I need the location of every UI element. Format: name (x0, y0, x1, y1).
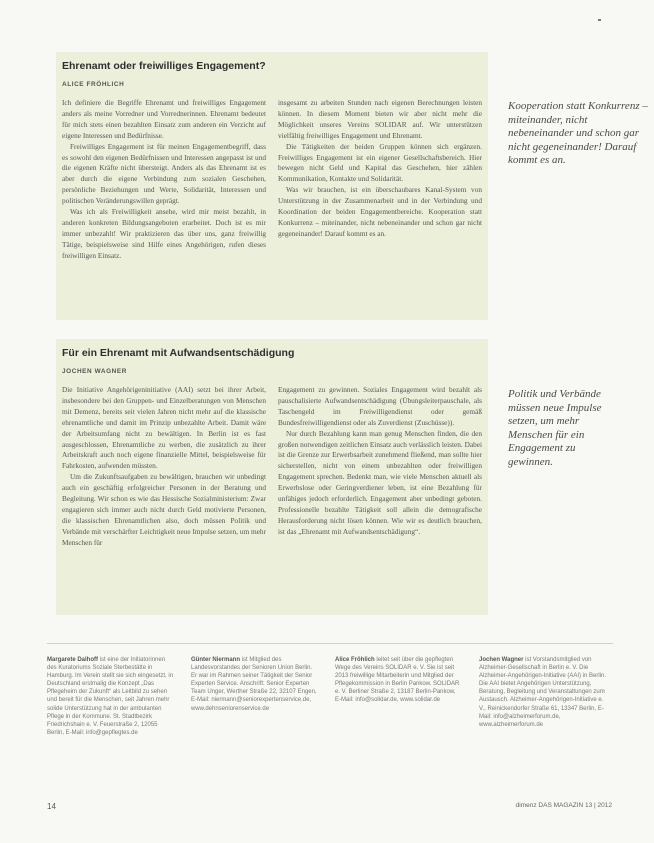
bio-name: Günter Niermann (191, 657, 241, 663)
article-column-left (62, 98, 266, 318)
bio-text: ist eine der Initiatorinnen des Kuratoriums Soziale Sterbestätte in Hamburg. Im Verein stellt sie sich eingesetzt, in Deutschland erstmalig die Konzept „Das Pflegeheim der Zukunft“ als Leitbild zu sehen und bereit für die Menschen, seit Jahren mehr solide Unterstützung hat in der ambulanten Pflege in der Kommune. St. Stadtbezirk Friedrichshain e. V. Feuerstraße 2, 12055 Berlin, E-Mail: info@gepflegtes.de (47, 657, 174, 736)
article-box-ehrenamt (56, 52, 488, 320)
bio-text: ist Vorstandsmitglied von Alzheimer-Gesellschaft in Berlin e. V. Die Alzheimer-Angehörigen-Initiative (AAI) in Berlin. Die AAI bietet Angehörigen Unterstützung, Beratung, Begleitung und Veranstaltungen zum Austausch. Alzheimer-Angehörigen-Initiative e. V., Reinickendorfer Straße 61, 13347 Berlin, E-Mail: info@alzheimerforum.de, www.alzheimerforum.de (479, 657, 607, 728)
bio-text: leitet seit über die gepflegten Wege des Vereins SOLIDAR e. V. Sie ist seit 2013 freiwillige Mitarbeiterin und Mitglied der Pflegekommission in Berlin Pankow. SOLIDAR e. V. Berliner Straße 2, 13187 Berlin-Pankow, E-Mail: info@solidar.de, www.solidar.de (335, 657, 460, 704)
article-column-right (278, 385, 482, 610)
article-column-right (278, 98, 482, 318)
bio-name: Jochen Wagner (479, 657, 524, 663)
bio-name: Margarete Dalhoff (47, 657, 99, 663)
bio-name: Alice Fröhlich (335, 657, 375, 663)
bio-text: ist Mitglied des Landesvorstandes der Senioren Union Berlin. Er war im Rahmen seiner Tätigkeit der Senior Experten Service. Anschrift: Senior Experten Team Unger, Werther Straße 22, 32107 Engen, E-Mail: niermann@seniorexpertenservice.de, www.dehnseniorenservice.de (191, 657, 317, 712)
author-bio (191, 656, 319, 737)
paragraph: Die Tätigkeiten der beiden Gruppen können sich ergänzen. Freiwilliges Engagement ist ein eigener Gesellschaftsbereich. Hier bewegen nicht Geld und Kapital das Geschehen, hier zählen Kommunikation, Kontakte und Solidarität. (278, 141, 482, 184)
paragraph: Nur durch Bezahlung kann man genug Menschen finden, die den großen notwendigen zeitlichen Einsatz auch verlässlich leisten. Dabei ist die Grenze zur Erwerbsarbeit zunehmend fließend, man sollte hier sicherstellen, nicht von einem unbezahlten oder freiwilligen Engagement sprechen. Bedenkt man, wie viele Menschen aktuell als Erwerbslose oder Geringverdiener leben, ist eine Bezahlung für unfähiges jedoch erforderlich. Engagement aber unbedingt geboten. Professionelle bezahlte Tätigkeit soll allein die demografische Herausforderung nicht lösen können. Wie wir es deutlich brauchen, ist das „Ehrenamt mit Aufwandsentschädigung“. (278, 428, 482, 536)
article-box-aufwandsentschaedigung (56, 339, 488, 615)
pull-quote: Politik und Verbände müssen neue Impulse setzen, um mehr Menschen für ein Engagement zu gewinnen. (508, 388, 602, 468)
pull-quote: Kooperation statt Konkurrenz – miteinander, nicht nebeneinander und schon gar nicht gegeneinander! Darauf kommt es an. (508, 100, 648, 167)
page-mark (598, 19, 601, 21)
paragraph: Was wir brauchen, ist ein überschaubares Kanal-System von Unterstützung in der Zusammenarbeit und in der Verbindung und Koordination der beiden Engagementbereiche. Kooperation statt Konkurrenz – miteinander, nicht nebeneinander und schon gar nicht gegeneinander! Darauf kommt es an. (278, 185, 482, 238)
author-bio (335, 656, 463, 737)
author-bio (479, 656, 607, 737)
paragraph: Was ich als Freiwilligkeit ansehe, wird mir meist bezahlt, in anderen konkreten Bildungsangeboten erarbeitet. Doch ist es mir immer unbezahlt! Wir praktizieren das über uns, ganz freiwillig Tätige, beispielsweise sind Hilfe eines Angehörigen, rufen dieses freiwilligen Einsatz. (62, 207, 266, 260)
article-title: Ehrenamt oder freiwilliges Engagement? (62, 60, 266, 72)
magazine-footer: dimenz DAS MAGAZIN 13 | 2012 (515, 802, 612, 809)
article-author: JOCHEN WAGNER (62, 368, 127, 375)
paragraph: Die Initiative Angehörigeninitiative (AAI) setzt bei ihrer Arbeit, insbesondere bei den Gruppen- und Einzelberatungen von Menschen mit Demenz, bereits seit vielen Jahren nicht mehr auf die klassische ehrenamtliche und damit im Prinzip unbezahlte Arbeit. Damit wäre der Arbeitsumfang nicht zu bewältigen. In Berlin ist es fast ausgeschlossen, Ehrenamtliche zu werben, die zusätzlich zu ihrer Arbeitskraft auch noch eigene finanzielle Mittel, beispielsweise für Fahrkosten, aufwenden müssten. (62, 385, 266, 471)
article-author: ALICE FRÖHLICH (62, 81, 125, 88)
paragraph: Um die Zukunftsaufgaben zu bewältigen, brauchen wir unbedingt auch ein geschäftig erfolgreicher Personen in der Beratung und Begleitung. Wir schon es wie das Hessische Sozialministerium: Zwar engagieren sich immer auch nicht durch Geld motivierte Personen, die klassischen Ehrenamtlichen also, doch müssen Politik und Verbände mit verschärfter Leichtigkeit neue Impulse setzen, um mehr Menschen für (62, 472, 266, 547)
paragraph: insgesamt zu arbeiten Stunden nach eigenen Berechnungen leisten können. In diesem Moment bieten wir aber nicht mehr die Möglichkeit unseres Vereins SOLIDAR auf. Wir unterstützen vielfältig freiwilliges Engagement und Ehrenamt. (278, 98, 482, 140)
paragraph: Freiwilliges Engagement ist für meinen Engagementbegriff, dass es sowohl den eigenen Bedürfnissen und Interessen angepasst ist und die eigenen Kräfte nicht übersteigt. Anders als das Ehrenamt ist es aber durch die eigene Verbindung zum sozialen Geschehen, persönliche Beziehungen und Werte, Solidarität, Interessen und politischen Veränderungswillen geprägt. (62, 141, 266, 206)
author-bios (47, 656, 613, 737)
paragraph: Engagement zu gewinnen. Soziales Engagement wird bezahlt als pauschalisierte Aufwandsentschädigung (Übungsleiterpauschale, als Taschengeld im Freiwilligendienst oder gemäß Bundesfreiwilligendienst oder als Zuverdienst (Zuschüsse)). (278, 385, 482, 427)
article-column-left (62, 385, 266, 610)
paragraph: Ich definiere die Begriffe Ehrenamt und freiwilliges Engagement anders als meine Vorredner und Vorrednerinnen. Ehrenamt bedeutet für mich stets einen bezahlten Einsatz zum anderen ein Verzicht auf eigene Interessen und Bedürfnisse. (62, 98, 266, 140)
divider (47, 643, 613, 644)
article-title: Für ein Ehrenamt mit Aufwandsentschädigung (62, 347, 295, 359)
author-bio (47, 656, 175, 737)
page-number: 14 (47, 802, 56, 811)
